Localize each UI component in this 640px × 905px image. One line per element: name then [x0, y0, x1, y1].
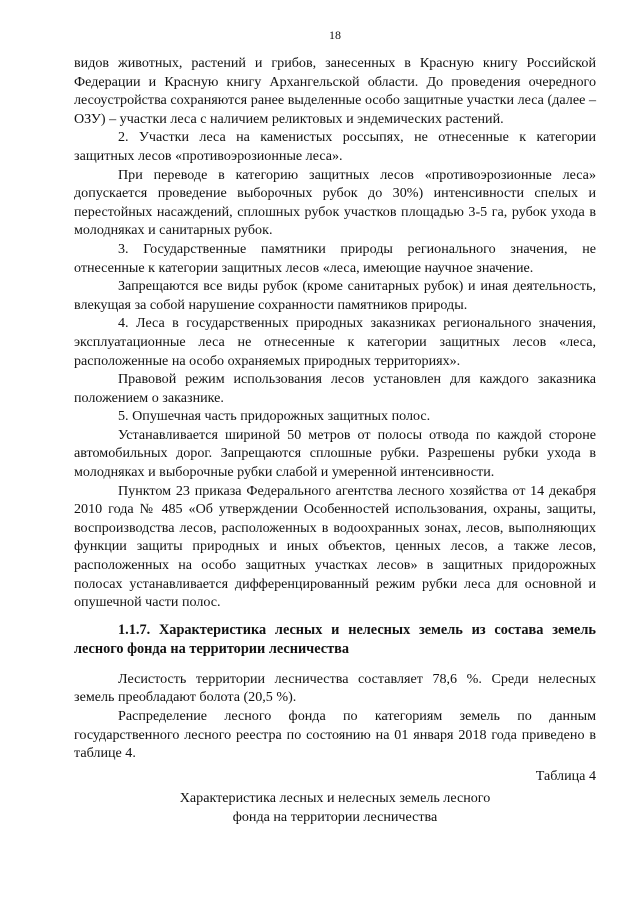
paragraph-species-ozu: видов животных, растений и грибов, занесенных в Красную книгу Российской Федерации и Красную книгу Архангельской области. До проведения очередного лесоустройства сохраняются ранее выделенные особо защитные участки леса (далее – ОЗУ) – участки леса с наличием реликтовых и эндемических растений.: [74, 55, 596, 127]
page-number: 18: [329, 28, 341, 42]
paragraph-forest-cover: Лесистость территории лесничества составляет 78,6 %. Среди нелесных земель преобладают болота (20,5 %).: [74, 670, 596, 706]
paragraph-order-485: Пунктом 23 приказа Федерального агентства лесного хозяйства от 14 декабря 2010 года № 485 «Об утверждении Особенностей использования, охраны, защиты, воспроизводства лесов, расположенных в водоохранных зонах, лесов, выполняющих функции защиты природных и иных объектов, ценных лесов, а также лесов, расположенных на особо защитных участках лесов» в защитных придорожных полосах устанавливается дифференцированный режим рубки леса для основной и опушечной части полос.: [74, 482, 596, 611]
paragraph-rocky-areas: 2. Участки леса на каменистых россыпях, не отнесенные к категории защитных лесов «противоэрозионные леса».: [74, 129, 596, 164]
paragraph-anti-erosion: При переводе в категорию защитных лесов «противоэрозионные леса» допускается проведение выборочных рубок до 30%) интенсивности спелых и перестойных насаждений, сплошных рубок участков площадью 3-5 га, рубок ухода в молодняках и санитарных рубок.: [74, 166, 596, 239]
section-heading: 1.1.7. Характеристика лесных и нелесных земель из состава земель лесного фонда на территории лесничества: [74, 621, 596, 657]
table-label: Таблица 4: [535, 767, 596, 784]
paragraph-nature-monuments: 3. Государственные памятники природы регионального значения, не отнесенные к категории защитных лесов «леса, имеющие научное значение.: [74, 240, 596, 276]
paragraph-strip-width: Устанавливается шириной 50 метров от полосы отвода по каждой стороне автомобильных дорог. Запрещаются сплошные рубки. Разрешены рубки ухода в молодняках и выборочные рубки слабой и умеренной интенсивности.: [74, 426, 596, 481]
paragraph-felling-ban: Запрещаются все виды рубок (кроме санитарных рубок) и иная деятельность, влекущая за собой нарушение сохранности памятников природы.: [74, 278, 596, 313]
paragraph-distribution: Распределение лесного фонда по категориям земель по данным государственного лесного реестра по состоянию на 01 января 2018 года приведено в таблице 4.: [74, 708, 596, 762]
paragraph-edge-strips: 5. Опушечная часть придорожных защитных полос.: [118, 408, 431, 425]
table-caption-line: Характеристика лесных и нелесных земель лесного: [179, 790, 491, 807]
table-caption-line: фонда на территории лесничества: [232, 808, 438, 825]
paragraph-reserves: 4. Леса в государственных природных заказниках регионального значения, эксплуатационные леса не отнесенные к категории защитных лесов «леса, расположенные на особо охраняемых природных территориях».: [74, 315, 596, 369]
paragraph-legal-regime: Правовой режим использования лесов установлен для каждого заказника положением о заказнике.: [74, 371, 596, 406]
table-caption: [74, 789, 596, 826]
